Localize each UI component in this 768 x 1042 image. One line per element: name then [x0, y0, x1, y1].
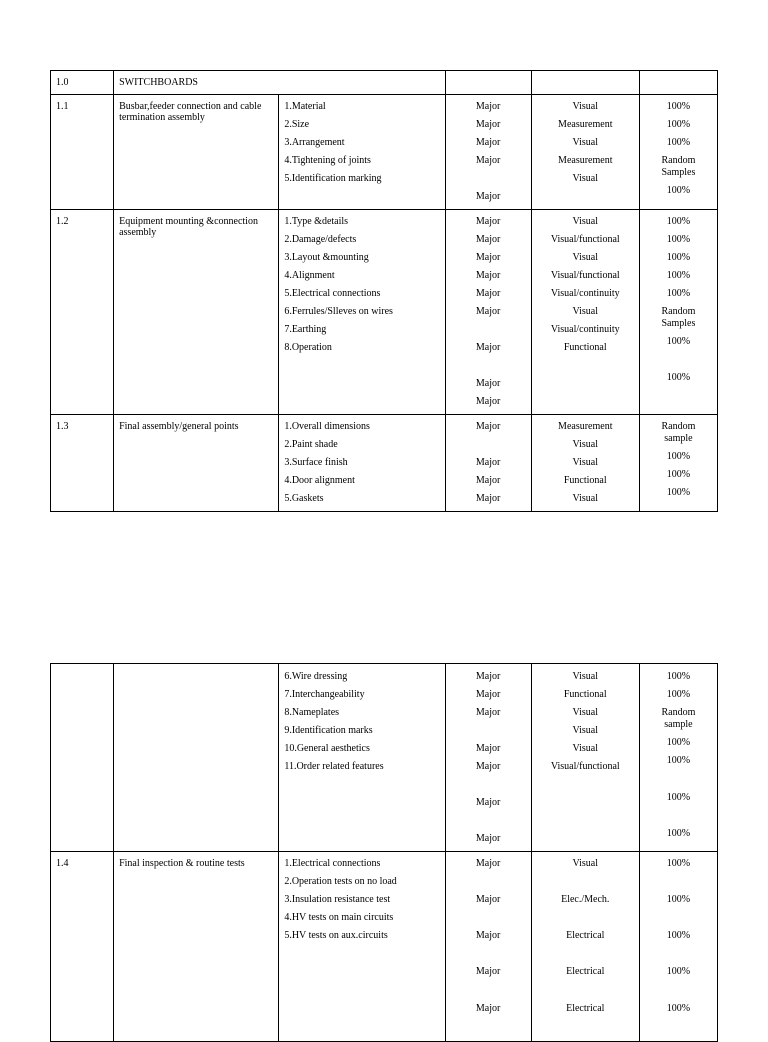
check-item: 5.HV tests on aux.circuits [284, 930, 388, 941]
check-item: 3.Layout &mounting [284, 252, 369, 263]
row-number: 1.3 [56, 421, 69, 432]
check-items [279, 415, 445, 512]
check-items [279, 852, 445, 1042]
method: Elec./Mech. [561, 894, 610, 905]
category: Major [475, 137, 501, 148]
category: Major [475, 342, 501, 353]
method: Visual/continuity [550, 324, 620, 335]
extent: Samples [661, 167, 696, 178]
check-item: 5.Identification marking [284, 173, 382, 184]
category-col [445, 415, 531, 512]
extent: 100% [666, 671, 691, 682]
check-item: 1.Type &details [284, 216, 349, 227]
check-item: 3.Insulation resistance test [284, 894, 391, 905]
category: Major [475, 797, 501, 808]
check-item: 7.Interchangeability [284, 689, 365, 700]
row-description: Busbar,feeder connection and cable termination assembly [119, 101, 262, 123]
extent: sample [664, 433, 693, 444]
method: Functional [563, 342, 607, 353]
extent-col [639, 664, 717, 852]
extent: 100% [666, 930, 691, 941]
extent: 100% [666, 737, 691, 748]
check-item: 4.Door alignment [284, 475, 355, 486]
section-number: 1.0 [56, 77, 69, 88]
category-col [445, 95, 531, 210]
method-col [531, 210, 639, 415]
row-description: Final inspection & routine tests [119, 858, 245, 869]
method: Visual [572, 457, 599, 468]
check-item: 5.Gaskets [284, 493, 324, 504]
check-item: 3.Arrangement [284, 137, 345, 148]
check-items [279, 95, 445, 210]
category: Major [475, 101, 501, 112]
category: Major [475, 252, 501, 263]
extent: Random [661, 707, 696, 718]
category: Major [475, 493, 501, 504]
method: Visual [572, 306, 599, 317]
category: Major [475, 396, 501, 407]
method: Visual [572, 137, 599, 148]
check-items [279, 664, 445, 852]
category: Major [475, 378, 501, 389]
extent: Random [661, 421, 696, 432]
check-item: 10.General aesthetics [284, 743, 370, 754]
method: Visual [572, 252, 599, 263]
method: Measurement [558, 155, 613, 166]
check-item: 1.Overall dimensions [284, 421, 370, 432]
inspection-table-1 [50, 70, 718, 512]
method-col [531, 95, 639, 210]
category: Major [475, 743, 501, 754]
table-row-continuation [51, 664, 718, 852]
category: Major [475, 288, 501, 299]
extent: 100% [666, 894, 691, 905]
category: Major [475, 671, 501, 682]
category: Major [475, 833, 501, 844]
extent: Samples [661, 318, 696, 329]
extent: 100% [666, 119, 691, 130]
row-number: 1.2 [56, 216, 69, 227]
category: Major [475, 421, 501, 432]
extent: 100% [666, 372, 691, 383]
extent-col [639, 210, 717, 415]
check-item: 1.Material [284, 101, 326, 112]
extent: 100% [666, 270, 691, 281]
extent: 100% [666, 216, 691, 227]
extent: 100% [666, 451, 691, 462]
row-number: 1.4 [56, 858, 69, 869]
check-item: 2.Paint shade [284, 439, 338, 450]
category-col [445, 210, 531, 415]
inspection-table-2 [50, 663, 718, 1042]
category-col [445, 664, 531, 852]
category: Major [475, 475, 501, 486]
method: Visual/functional [550, 761, 620, 772]
extent: 100% [666, 1003, 691, 1014]
category: Major [475, 457, 501, 468]
extent: 100% [666, 234, 691, 245]
method: Measurement [558, 421, 613, 432]
method: Visual [572, 101, 599, 112]
method: Visual [572, 216, 599, 227]
method-col [531, 664, 639, 852]
extent: 100% [666, 858, 691, 869]
category: Major [475, 270, 501, 281]
extent: 100% [666, 792, 691, 803]
method: Measurement [558, 119, 613, 130]
category: Major [475, 761, 501, 772]
category: Major [475, 966, 501, 977]
method: Visual [572, 439, 599, 450]
check-item: 4.Alignment [284, 270, 335, 281]
check-item: 8.Nameplates [284, 707, 340, 718]
extent: 100% [666, 288, 691, 299]
extent: 100% [666, 252, 691, 263]
extent: Random [661, 155, 696, 166]
category: Major [475, 858, 501, 869]
method: Visual/continuity [550, 288, 620, 299]
check-item: 2.Size [284, 119, 310, 130]
extent: 100% [666, 487, 691, 498]
extent: 100% [666, 755, 691, 766]
category: Major [475, 930, 501, 941]
extent: 100% [666, 966, 691, 977]
check-item: 1.Electrical connections [284, 858, 381, 869]
table-header-row [51, 71, 718, 95]
category: Major [475, 234, 501, 245]
method: Electrical [566, 930, 605, 941]
check-item: 2.Damage/defects [284, 234, 357, 245]
method-col [531, 415, 639, 512]
method: Visual [572, 743, 599, 754]
extent: 100% [666, 137, 691, 148]
extent-col [639, 852, 717, 1042]
category: Major [475, 1003, 501, 1014]
method: Visual [572, 707, 599, 718]
extent: 100% [666, 185, 691, 196]
check-item: 4.Tightening of joints [284, 155, 371, 166]
method: Visual [572, 493, 599, 504]
category: Major [475, 894, 501, 905]
method: Electrical [566, 1003, 605, 1014]
row-description: Equipment mounting &connection assembly [119, 216, 258, 238]
table-row-1-3 [51, 415, 718, 512]
method-col [531, 852, 639, 1042]
check-items [279, 210, 445, 415]
check-item: 8.Operation [284, 342, 332, 353]
method: Visual/functional [550, 270, 620, 281]
extent: 100% [666, 689, 691, 700]
extent: 100% [666, 101, 691, 112]
check-item: 7.Earthing [284, 324, 327, 335]
category: Major [475, 119, 501, 130]
extent: 100% [666, 336, 691, 347]
category: Major [475, 306, 501, 317]
check-item: 4.HV tests on main circuits [284, 912, 394, 923]
check-item: 11.Order related features [284, 761, 384, 772]
table-row-1-4 [51, 852, 718, 1042]
check-item: 6.Wire dressing [284, 671, 348, 682]
check-item: 9.Identification marks [284, 725, 373, 736]
category: Major [475, 155, 501, 166]
extent: 100% [666, 828, 691, 839]
table-row-1-2 [51, 210, 718, 415]
method: Electrical [566, 966, 605, 977]
category: Major [475, 689, 501, 700]
method: Visual [572, 671, 599, 682]
check-item: 5.Electrical connections [284, 288, 381, 299]
check-item: 6.Ferrules/Slleves on wires [284, 306, 393, 317]
check-item: 2.Operation tests on no load [284, 876, 397, 887]
extent: 100% [666, 469, 691, 480]
extent-col [639, 415, 717, 512]
category-col [445, 852, 531, 1042]
method: Functional [563, 689, 607, 700]
method: Visual [572, 858, 599, 869]
extent: sample [664, 719, 693, 730]
category: Major [475, 216, 501, 227]
method: Functional [563, 475, 607, 486]
method: Visual/functional [550, 234, 620, 245]
category: Major [475, 707, 501, 718]
category: Major [475, 191, 501, 202]
check-item: 3.Surface finish [284, 457, 348, 468]
extent: Random [661, 306, 696, 317]
table-row-1-1 [51, 95, 718, 210]
method: Visual [572, 725, 599, 736]
section-title: SWITCHBOARDS [119, 77, 198, 88]
extent-col [639, 95, 717, 210]
row-description: Final assembly/general points [119, 421, 239, 432]
row-number: 1.1 [56, 101, 69, 112]
method: Visual [572, 173, 599, 184]
